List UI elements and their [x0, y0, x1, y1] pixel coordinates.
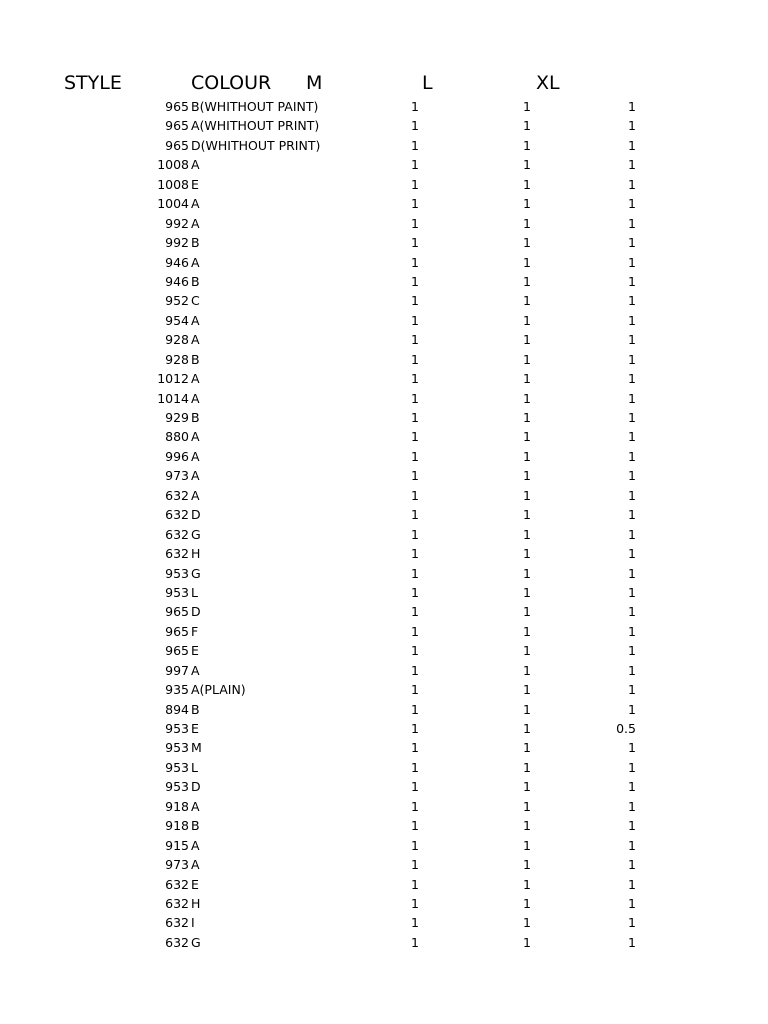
cell-size-l: 1 — [523, 215, 531, 231]
cell-size-xl: 1 — [628, 837, 636, 853]
table-row — [0, 350, 768, 369]
cell-size-xl: 1 — [628, 895, 636, 911]
table-row — [0, 408, 768, 427]
cell-size-m: 1 — [411, 332, 419, 348]
table-row — [0, 777, 768, 796]
table-row — [0, 194, 768, 213]
cell-size-m: 1 — [411, 293, 419, 309]
table-row — [0, 661, 768, 680]
table-row — [0, 933, 768, 952]
cell-size-l: 1 — [523, 507, 531, 523]
cell-size-m: 1 — [411, 604, 419, 620]
cell-colour: A(PLAIN) — [191, 682, 246, 698]
table-row — [0, 738, 768, 757]
cell-style: 946 — [165, 273, 189, 289]
cell-size-m: 1 — [411, 468, 419, 484]
cell-size-l: 1 — [523, 584, 531, 600]
cell-style: 1008 — [157, 176, 189, 192]
table-row — [0, 253, 768, 272]
cell-size-xl: 1 — [628, 196, 636, 212]
table-row — [0, 719, 768, 738]
table-row — [0, 564, 768, 583]
cell-size-l: 1 — [523, 565, 531, 581]
cell-size-m: 1 — [411, 876, 419, 892]
table-row — [0, 272, 768, 291]
cell-style: 965 — [165, 118, 189, 134]
cell-size-m: 1 — [411, 390, 419, 406]
cell-colour: M — [191, 740, 202, 756]
cell-style: 918 — [165, 818, 189, 834]
cell-size-l: 1 — [523, 526, 531, 542]
cell-colour: A — [191, 798, 200, 814]
cell-size-l: 1 — [523, 351, 531, 367]
cell-style: 918 — [165, 798, 189, 814]
cell-size-l: 1 — [523, 759, 531, 775]
cell-size-m: 1 — [411, 410, 419, 425]
cell-style: 953 — [165, 779, 189, 795]
cell-size-xl: 1 — [628, 818, 636, 834]
cell-style: 928 — [165, 332, 189, 348]
table-row — [0, 136, 768, 155]
cell-size-l: 1 — [523, 137, 531, 153]
cell-colour: I — [191, 915, 195, 931]
cell-size-xl: 1 — [628, 312, 636, 328]
cell-size-xl: 1 — [628, 293, 636, 309]
cell-colour: E — [191, 176, 199, 192]
cell-size-m: 1 — [411, 721, 419, 736]
cell-style: 965 — [165, 623, 189, 639]
cell-style: 1004 — [157, 196, 189, 212]
cell-size-xl: 1 — [628, 857, 636, 873]
cell-size-l: 1 — [523, 487, 531, 503]
cell-colour: B — [191, 701, 200, 717]
table-row — [0, 175, 768, 194]
cell-style: 973 — [165, 468, 189, 484]
cell-size-l: 1 — [523, 196, 531, 212]
cell-size-l: 1 — [523, 312, 531, 328]
cell-style: 992 — [165, 235, 189, 251]
table-row — [0, 466, 768, 485]
cell-size-xl: 1 — [628, 137, 636, 153]
cell-size-l: 1 — [523, 235, 531, 251]
cell-size-xl: 1 — [628, 507, 636, 523]
cell-colour: G — [191, 526, 201, 542]
cell-size-xl: 0.5 — [616, 721, 636, 736]
cell-colour: A — [191, 429, 200, 445]
cell-style: 965 — [165, 137, 189, 153]
cell-size-xl: 1 — [628, 662, 636, 678]
table-row — [0, 214, 768, 233]
table-row — [0, 544, 768, 563]
cell-size-xl: 1 — [628, 351, 636, 367]
cell-colour: A — [191, 312, 200, 328]
table-row — [0, 525, 768, 544]
cell-size-l: 1 — [523, 99, 531, 114]
cell-size-m: 1 — [411, 565, 419, 581]
cell-size-xl: 1 — [628, 876, 636, 892]
cell-size-m: 1 — [411, 643, 419, 659]
cell-colour: A — [191, 215, 200, 231]
cell-colour: A — [191, 857, 200, 873]
cell-size-xl: 1 — [628, 798, 636, 814]
cell-size-xl: 1 — [628, 176, 636, 192]
cell-style: 953 — [165, 584, 189, 600]
cell-size-l: 1 — [523, 682, 531, 698]
cell-colour: G — [191, 934, 201, 950]
cell-size-xl: 1 — [628, 623, 636, 639]
cell-colour: A — [191, 662, 200, 678]
cell-colour: H — [191, 895, 201, 911]
cell-style: 992 — [165, 215, 189, 231]
table-row — [0, 797, 768, 816]
cell-size-l: 1 — [523, 876, 531, 892]
cell-colour: L — [191, 759, 198, 775]
cell-size-m: 1 — [411, 371, 419, 387]
cell-size-xl: 1 — [628, 565, 636, 581]
cell-size-m: 1 — [411, 662, 419, 678]
cell-size-l: 1 — [523, 934, 531, 950]
cell-size-xl: 1 — [628, 99, 636, 114]
table-row — [0, 758, 768, 777]
cell-size-m: 1 — [411, 779, 419, 795]
cell-size-xl: 1 — [628, 371, 636, 387]
cell-size-l: 1 — [523, 798, 531, 814]
cell-size-l: 1 — [523, 915, 531, 931]
header-size-l: L — [422, 72, 433, 94]
cell-style: 953 — [165, 759, 189, 775]
cell-size-xl: 1 — [628, 759, 636, 775]
cell-size-l: 1 — [523, 448, 531, 464]
cell-size-m: 1 — [411, 895, 419, 911]
cell-size-m: 1 — [411, 507, 419, 523]
table-row — [0, 155, 768, 174]
cell-size-m: 1 — [411, 429, 419, 445]
cell-style: 632 — [165, 507, 189, 523]
cell-size-m: 1 — [411, 118, 419, 134]
cell-size-m: 1 — [411, 526, 419, 542]
table-row — [0, 622, 768, 641]
table-row — [0, 116, 768, 135]
table-row — [0, 680, 768, 699]
table-row — [0, 233, 768, 252]
cell-size-xl: 1 — [628, 604, 636, 620]
cell-colour: D — [191, 604, 201, 620]
cell-size-l: 1 — [523, 701, 531, 717]
cell-style: 935 — [165, 682, 189, 698]
cell-colour: A — [191, 196, 200, 212]
cell-size-m: 1 — [411, 196, 419, 212]
cell-size-m: 1 — [411, 701, 419, 717]
table-row — [0, 389, 768, 408]
table-row — [0, 447, 768, 466]
cell-colour: D — [191, 779, 201, 795]
cell-size-l: 1 — [523, 468, 531, 484]
table-row — [0, 427, 768, 446]
cell-colour: B(WHITHOUT PAINT) — [191, 99, 319, 114]
cell-size-m: 1 — [411, 137, 419, 153]
cell-size-xl: 1 — [628, 448, 636, 464]
cell-size-xl: 1 — [628, 584, 636, 600]
cell-size-m: 1 — [411, 546, 419, 562]
cell-size-m: 1 — [411, 448, 419, 464]
cell-style: 952 — [165, 293, 189, 309]
cell-style: 632 — [165, 934, 189, 950]
cell-size-l: 1 — [523, 293, 531, 309]
cell-colour: L — [191, 584, 198, 600]
cell-colour: C — [191, 293, 200, 309]
table-row — [0, 369, 768, 388]
cell-size-xl: 1 — [628, 157, 636, 173]
table-row — [0, 855, 768, 874]
cell-size-l: 1 — [523, 895, 531, 911]
cell-style: 997 — [165, 662, 189, 678]
table-row — [0, 816, 768, 835]
cell-style: 953 — [165, 721, 189, 736]
cell-size-xl: 1 — [628, 740, 636, 756]
cell-colour: B — [191, 273, 200, 289]
cell-colour: A — [191, 468, 200, 484]
cell-size-l: 1 — [523, 604, 531, 620]
cell-size-l: 1 — [523, 390, 531, 406]
cell-size-l: 1 — [523, 857, 531, 873]
cell-size-l: 1 — [523, 546, 531, 562]
cell-colour: E — [191, 876, 199, 892]
cell-size-m: 1 — [411, 584, 419, 600]
cell-size-xl: 1 — [628, 215, 636, 231]
cell-size-m: 1 — [411, 798, 419, 814]
cell-size-l: 1 — [523, 818, 531, 834]
cell-style: 632 — [165, 915, 189, 931]
cell-size-l: 1 — [523, 721, 531, 736]
cell-size-xl: 1 — [628, 390, 636, 406]
table-row — [0, 486, 768, 505]
table-row — [0, 583, 768, 602]
table-row — [0, 875, 768, 894]
cell-size-l: 1 — [523, 643, 531, 659]
cell-style: 965 — [165, 604, 189, 620]
cell-size-xl: 1 — [628, 546, 636, 562]
cell-size-l: 1 — [523, 332, 531, 348]
cell-size-m: 1 — [411, 487, 419, 503]
cell-colour: A — [191, 390, 200, 406]
cell-size-m: 1 — [411, 351, 419, 367]
cell-size-l: 1 — [523, 371, 531, 387]
cell-size-m: 1 — [411, 934, 419, 950]
cell-colour: D — [191, 507, 201, 523]
cell-colour: A — [191, 487, 200, 503]
cell-size-m: 1 — [411, 215, 419, 231]
cell-size-l: 1 — [523, 623, 531, 639]
cell-style: 1014 — [157, 390, 189, 406]
table-row — [0, 291, 768, 310]
cell-size-l: 1 — [523, 410, 531, 425]
cell-size-xl: 1 — [628, 118, 636, 134]
cell-style: 632 — [165, 876, 189, 892]
cell-size-xl: 1 — [628, 332, 636, 348]
cell-size-l: 1 — [523, 837, 531, 853]
cell-size-m: 1 — [411, 818, 419, 834]
cell-size-xl: 1 — [628, 410, 636, 425]
cell-size-l: 1 — [523, 779, 531, 795]
cell-size-m: 1 — [411, 837, 419, 853]
cell-style: 965 — [165, 99, 189, 114]
cell-size-l: 1 — [523, 429, 531, 445]
table-body — [0, 97, 768, 952]
cell-colour: F — [191, 623, 199, 639]
table-row — [0, 913, 768, 932]
cell-size-xl: 1 — [628, 779, 636, 795]
cell-style: 632 — [165, 526, 189, 542]
cell-colour: A — [191, 254, 200, 270]
cell-size-xl: 1 — [628, 254, 636, 270]
cell-colour: A — [191, 332, 200, 348]
cell-style: 880 — [165, 429, 189, 445]
cell-style: 946 — [165, 254, 189, 270]
cell-size-m: 1 — [411, 915, 419, 931]
cell-colour: A — [191, 371, 200, 387]
table-row — [0, 836, 768, 855]
cell-size-m: 1 — [411, 740, 419, 756]
cell-size-xl: 1 — [628, 934, 636, 950]
cell-style: 632 — [165, 895, 189, 911]
cell-size-l: 1 — [523, 273, 531, 289]
cell-colour: E — [191, 721, 199, 736]
cell-size-l: 1 — [523, 662, 531, 678]
header-colour: COLOUR — [191, 72, 272, 94]
cell-size-l: 1 — [523, 176, 531, 192]
table-header — [0, 70, 768, 96]
cell-size-m: 1 — [411, 176, 419, 192]
cell-size-m: 1 — [411, 623, 419, 639]
cell-style: 928 — [165, 351, 189, 367]
table-row — [0, 641, 768, 660]
cell-size-xl: 1 — [628, 487, 636, 503]
cell-size-m: 1 — [411, 99, 419, 114]
header-style: STYLE — [64, 72, 122, 94]
cell-size-xl: 1 — [628, 701, 636, 717]
cell-colour: B — [191, 235, 200, 251]
cell-size-l: 1 — [523, 740, 531, 756]
table-row — [0, 602, 768, 621]
cell-style: 894 — [165, 701, 189, 717]
cell-size-m: 1 — [411, 235, 419, 251]
cell-size-xl: 1 — [628, 429, 636, 445]
table-row — [0, 505, 768, 524]
cell-colour: D(WHITHOUT PRINT) — [191, 137, 321, 153]
cell-style: 973 — [165, 857, 189, 873]
table-row — [0, 894, 768, 913]
cell-colour: H — [191, 546, 201, 562]
cell-size-m: 1 — [411, 157, 419, 173]
cell-size-m: 1 — [411, 273, 419, 289]
cell-style: 1012 — [157, 371, 189, 387]
cell-colour: A — [191, 157, 200, 173]
cell-size-xl: 1 — [628, 643, 636, 659]
table-row — [0, 97, 768, 116]
cell-size-xl: 1 — [628, 235, 636, 251]
table-row — [0, 700, 768, 719]
cell-style: 954 — [165, 312, 189, 328]
cell-colour: E — [191, 643, 199, 659]
cell-style: 1008 — [157, 157, 189, 173]
header-size-m: M — [306, 72, 323, 94]
cell-size-xl: 1 — [628, 526, 636, 542]
cell-size-m: 1 — [411, 254, 419, 270]
cell-colour: G — [191, 565, 201, 581]
table-row — [0, 330, 768, 349]
cell-size-m: 1 — [411, 759, 419, 775]
cell-size-xl: 1 — [628, 682, 636, 698]
header-size-xl: XL — [536, 72, 560, 94]
cell-size-l: 1 — [523, 254, 531, 270]
cell-size-xl: 1 — [628, 273, 636, 289]
cell-style: 953 — [165, 565, 189, 581]
cell-size-m: 1 — [411, 312, 419, 328]
cell-style: 929 — [165, 410, 189, 425]
cell-colour: B — [191, 351, 200, 367]
cell-style: 632 — [165, 487, 189, 503]
cell-size-m: 1 — [411, 682, 419, 698]
cell-size-l: 1 — [523, 157, 531, 173]
cell-colour: B — [191, 410, 200, 425]
cell-size-xl: 1 — [628, 915, 636, 931]
cell-style: 915 — [165, 837, 189, 853]
cell-size-l: 1 — [523, 118, 531, 134]
cell-colour: A(WHITHOUT PRINT) — [191, 118, 320, 134]
cell-style: 953 — [165, 740, 189, 756]
cell-colour: A — [191, 837, 200, 853]
cell-style: 632 — [165, 546, 189, 562]
cell-size-m: 1 — [411, 857, 419, 873]
cell-colour: B — [191, 818, 200, 834]
cell-size-xl: 1 — [628, 468, 636, 484]
cell-style: 965 — [165, 643, 189, 659]
cell-style: 996 — [165, 448, 189, 464]
cell-colour: A — [191, 448, 200, 464]
table-row — [0, 311, 768, 330]
